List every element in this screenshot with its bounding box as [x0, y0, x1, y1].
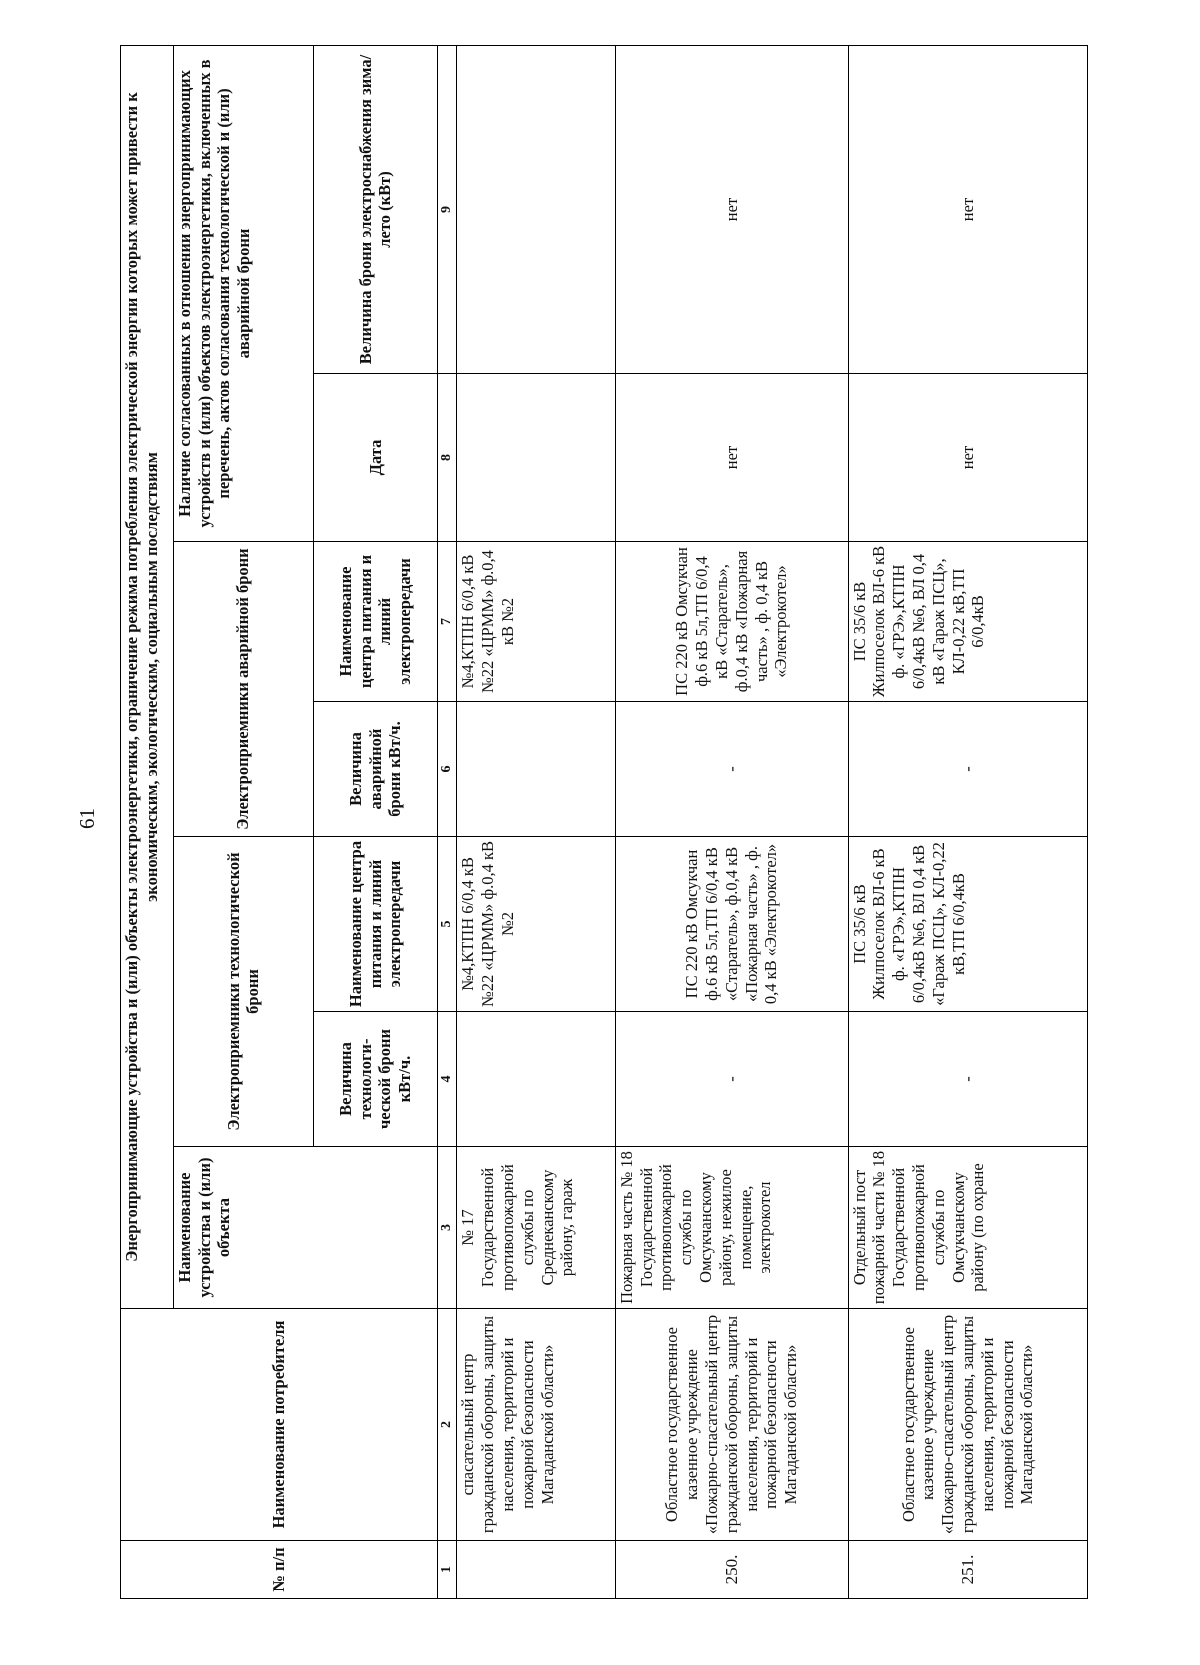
emerg-center: №4,КТПН 6/0,4 кВ №22 «ЦРММ» ф.0,4 кВ №2: [457, 542, 615, 702]
consumer-name: спасательный центр гражданской обороны, защиты населения, территорий и пожарной безопасности Магаданской области»: [457, 1309, 615, 1541]
col-number: 1: [437, 1541, 456, 1599]
emerg-center: ПС 220 кВ Омсукчан ф.6 кВ 5л,ТП 6/0,4 кВ «Старатель», ф.0,4 кВ «Пожарная часть» , ф. 0,4 кВ «Электрокотел»: [615, 542, 848, 702]
table-row: [615, 45, 848, 1598]
tech-value: -: [615, 1012, 848, 1147]
tech-value: -: [848, 1012, 1087, 1147]
header-emerg-value: Величина аварийной брони кВт/ч.: [313, 702, 437, 837]
col-number: 7: [437, 542, 456, 702]
agree-date: [457, 374, 615, 542]
agree-date: нет: [615, 374, 848, 542]
consumer-name: Областное государственное казенное учреждение «Пожарно-спасательный центр гражданской обороны, защиты населения, территорий и пожарной безопасности Магаданской области»: [848, 1309, 1087, 1541]
agree-value: нет: [615, 45, 848, 373]
row-number: [457, 1541, 615, 1599]
header-num: № п/п: [121, 1541, 438, 1599]
tech-value: [457, 1012, 615, 1147]
page-number: 61: [75, 808, 99, 829]
rotated-table-container: [120, 46, 1088, 1599]
col-number: 2: [437, 1309, 456, 1541]
consumer-name: Областное государственное казенное учреждение «Пожарно-спасательный центр гражданской обороны, защиты населения, территорий и пожарной безопасности Магаданской области»: [615, 1309, 848, 1541]
col-number: 4: [437, 1012, 456, 1147]
device-name: Пожарная часть № 18 Государственной противопожарной службы по Омсукчанскому району, нежилое помещение, электрокотел: [615, 1147, 848, 1309]
header-emerg-center: Наименование центра питания и линий электропередачи: [313, 542, 437, 702]
header-emerg-group: Электроприемники аварийной брони: [173, 542, 313, 837]
reserve-table: [120, 45, 1088, 1599]
header-consumer: Наименование потребителя: [121, 1309, 438, 1541]
column-number-row: [437, 45, 456, 1598]
table-row: [457, 45, 615, 1598]
header-agree-group: Наличие согласованных в отношении энергопринимающих устройств и (или) объектов электроэнергетики, включенных в перечень, актов согласования технологической и (или) аварийной брони: [173, 45, 313, 541]
tech-center: №4,КТПН 6/0,4 кВ №22 «ЦРММ» ф.0,4 кВ №2: [457, 837, 615, 1012]
col-number: 3: [437, 1147, 456, 1309]
emerg-value: -: [615, 702, 848, 837]
table-row: [848, 45, 1087, 1598]
agree-value: нет: [848, 45, 1087, 373]
col-number: 8: [437, 374, 456, 542]
row-number: 251.: [848, 1541, 1087, 1599]
device-name: Отдельный пост пожарной части № 18 Государственной противопожарной службы по Омсукчанскому району (по охране: [848, 1147, 1087, 1309]
agree-value: [457, 45, 615, 373]
agree-date: нет: [848, 374, 1087, 542]
header-tech-group: Электроприемники технологической брони: [173, 837, 313, 1147]
emerg-value: [457, 702, 615, 837]
header-group-title: Энергопринимающие устройства и (или) объекты электроэнергетики, ограничение режима потребления электрической энергии которых может привести к экономическим, экологическим, социальным последствиям: [121, 45, 174, 1308]
emerg-center: ПС 35/6 кВ Жилпоселок ВЛ-6 кВ ф. «ГРЭ»,КТПН 6/0,4кВ №6, ВЛ 0,4 кВ «Гараж ПСЦ», КЛ-0,22 кВ,ТП 6/0,4кВ: [848, 542, 1087, 702]
header-agree-date: Дата: [313, 374, 437, 542]
device-name: № 17 Государственной противопожарной службы по Среднеканскому району, гараж: [457, 1147, 615, 1309]
col-number: 9: [437, 45, 456, 373]
col-number: 5: [437, 837, 456, 1012]
header-tech-center: Наименование центра питания и линий электропередачи: [313, 837, 437, 1012]
emerg-value: -: [848, 702, 1087, 837]
tech-center: ПС 35/6 кВ Жилпоселок ВЛ-6 кВ ф. «ГРЭ»,КТПН 6/0,4кВ №6, ВЛ 0,4 кВ «Гараж ПСЦ», КЛ-0,22 кВ,ТП 6/0,4кВ: [848, 837, 1087, 1012]
col-number: 6: [437, 702, 456, 837]
header-device: Наименование устройства и (или) объекта: [173, 1147, 437, 1309]
tech-center: ПС 220 кВ Омсукчан ф.6 кВ 5л,ТП 6/0,4 кВ «Старатель», ф.0,4 кВ «Пожарная часть» , ф. 0,4 кВ «Электрокотел»: [615, 837, 848, 1012]
header-tech-value: Величина технологи-ческой брони кВт/ч.: [313, 1012, 437, 1147]
row-number: 250.: [615, 1541, 848, 1599]
header-agree-value: Величина брони электроснабжения зима/лето (кВт): [313, 45, 437, 373]
